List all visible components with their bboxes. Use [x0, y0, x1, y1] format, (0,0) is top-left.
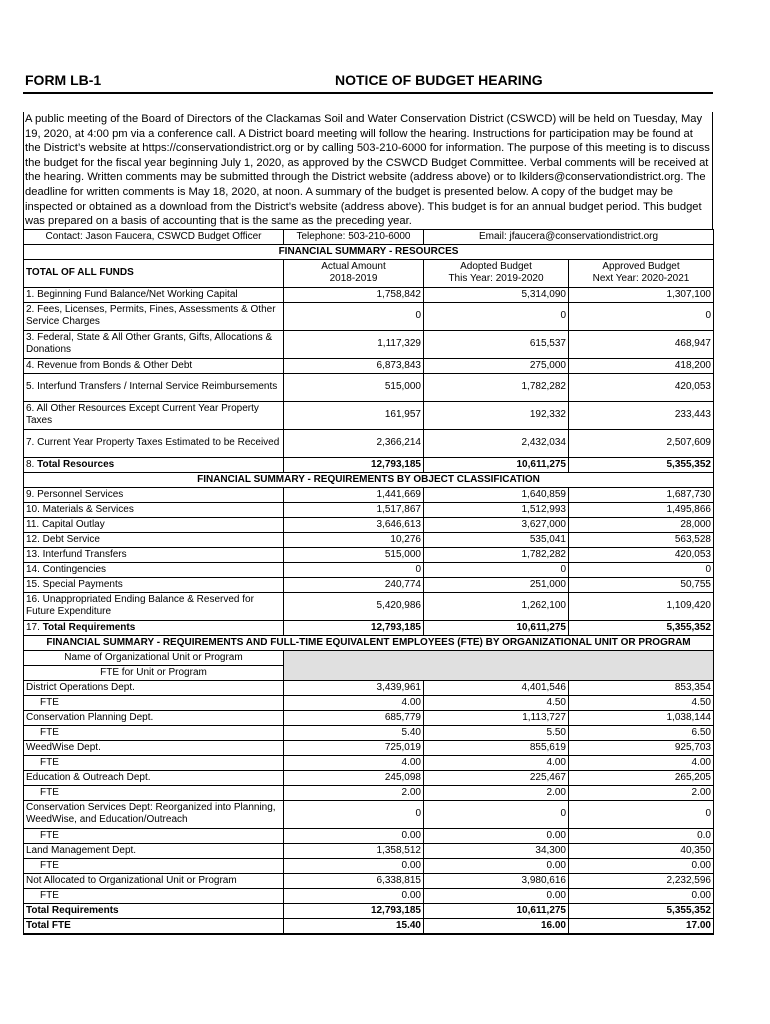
unit-value-c: 265,205: [569, 770, 714, 785]
requirement-row-label: 14. Contingencies: [24, 562, 284, 577]
requirement-row: [24, 547, 714, 562]
unit-fte-label: FTE: [24, 755, 284, 770]
requirement-row-value-a: 1,441,669: [284, 487, 424, 502]
unit-fte-row: [24, 858, 714, 873]
unit-fte-value-fb: 0.00: [424, 858, 569, 873]
resource-row-value-c: 468,947: [569, 330, 714, 358]
unit-value-b: 3,980,616: [424, 873, 569, 888]
unit-fte-value-fa: 5.40: [284, 725, 424, 740]
total-fte-value-b: 16.00: [424, 918, 569, 934]
unit-fte-value-fa: 4.00: [284, 695, 424, 710]
total-resources-row: [24, 457, 714, 472]
total-requirements-value-c: 5,355,352: [569, 620, 714, 635]
requirement-row: [24, 532, 714, 547]
resource-row-label: 5. Interfund Transfers / Internal Service Reimbursements: [24, 373, 284, 401]
unit-value-a: 6,338,815: [284, 873, 424, 888]
requirement-row-label: 13. Interfund Transfers: [24, 547, 284, 562]
unit-name-header: Name of Organizational Unit or Program: [24, 650, 284, 665]
unit-fte-value-fb: 0.00: [424, 888, 569, 903]
unit-label: Land Management Dept.: [24, 843, 284, 858]
resource-row: [24, 429, 714, 457]
total-requirements-text: Total Requirements: [42, 621, 136, 633]
unit-fte-label: FTE: [24, 858, 284, 873]
requirement-row: [24, 487, 714, 502]
contact-row: [24, 229, 714, 244]
resource-row-value-a: 6,873,843: [284, 358, 424, 373]
requirement-row: [24, 592, 714, 620]
unit-value-c: 1,038,144: [569, 710, 714, 725]
total-fte-value-c: 17.00: [569, 918, 714, 934]
total-fte-row: [24, 918, 714, 934]
requirement-row-value-c: 1,687,730: [569, 487, 714, 502]
col-actual-header: [284, 259, 424, 287]
unit-value-a: 725,019: [284, 740, 424, 755]
col-approved-header: [569, 259, 714, 287]
document-title: NOTICE OF BUDGET HEARING: [335, 72, 543, 88]
unit-fte-value-fa: 4.00: [284, 755, 424, 770]
requirement-row: [24, 517, 714, 532]
unit-fte-value-fa: 0.00: [284, 828, 424, 843]
resource-row-value-a: 1,117,329: [284, 330, 424, 358]
unit-value-b: 34,300: [424, 843, 569, 858]
total-resources-text: Total Resources: [37, 458, 115, 470]
requirement-row-label: 9. Personnel Services: [24, 487, 284, 502]
unit-label: Conservation Planning Dept.: [24, 710, 284, 725]
requirement-row-value-b: 1,782,282: [424, 547, 569, 562]
unit-row: [24, 680, 714, 695]
col-adopted-header: [424, 259, 569, 287]
requirement-row-value-b: 1,640,859: [424, 487, 569, 502]
resource-row: [24, 287, 714, 302]
unit-value-a: 0: [284, 800, 424, 828]
total-requirements-row: [24, 620, 714, 635]
unit-fte-row: [24, 695, 714, 710]
fte-total-requirements-row: [24, 903, 714, 918]
unit-fte-value-fc: 4.00: [569, 755, 714, 770]
requirement-row-value-c: 420,053: [569, 547, 714, 562]
resource-row-value-c: 0: [569, 302, 714, 330]
contact-email: Email: jfaucera@conservationdistrict.org: [424, 229, 714, 244]
unit-value-a: 3,439,961: [284, 680, 424, 695]
resource-row-value-a: 0: [284, 302, 424, 330]
resource-row-label: 1. Beginning Fund Balance/Net Working Capital: [24, 287, 284, 302]
unit-value-c: 2,232,596: [569, 873, 714, 888]
requirement-row-label: 10. Materials & Services: [24, 502, 284, 517]
unit-fte-value-fa: 0.00: [284, 888, 424, 903]
requirement-row-label: 11. Capital Outlay: [24, 517, 284, 532]
total-requirements-label: [24, 620, 284, 635]
col-actual-line2: 2018-2019: [329, 273, 378, 285]
unit-fte-row: [24, 725, 714, 740]
total-requirements-prefix: 17.: [26, 621, 43, 633]
unit-fte-value-fb: 5.50: [424, 725, 569, 740]
unit-value-b: 225,467: [424, 770, 569, 785]
requirement-row-value-b: 3,627,000: [424, 517, 569, 532]
unit-fte-label: FTE: [24, 695, 284, 710]
resource-row-value-b: 1,782,282: [424, 373, 569, 401]
resource-row-value-b: 275,000: [424, 358, 569, 373]
col-actual-line1: Actual Amount: [321, 260, 386, 272]
unit-value-a: 1,358,512: [284, 843, 424, 858]
fte-header-blank: [284, 650, 714, 680]
total-requirements-value-a: 12,793,185: [284, 620, 424, 635]
budget-notice-page: [23, 70, 713, 935]
total-resources-value-c: 5,355,352: [569, 457, 714, 472]
unit-fte-value-fb: 0.00: [424, 828, 569, 843]
requirement-row: [24, 502, 714, 517]
resource-row-value-c: 420,053: [569, 373, 714, 401]
unit-fte-value-fb: 4.50: [424, 695, 569, 710]
fte-heading: FINANCIAL SUMMARY - REQUIREMENTS AND FULL-TIME EQUIVALENT EMPLOYEES (FTE) BY ORGANIZATIONAL UNIT OR PROGRAM: [24, 635, 714, 650]
unit-fte-row: [24, 755, 714, 770]
unit-value-c: 853,354: [569, 680, 714, 695]
requirement-row-value-b: 535,041: [424, 532, 569, 547]
unit-label: Education & Outreach Dept.: [24, 770, 284, 785]
resource-row-value-c: 1,307,100: [569, 287, 714, 302]
requirement-row-value-a: 10,276: [284, 532, 424, 547]
unit-fte-label: FTE: [24, 725, 284, 740]
resource-row-value-b: 5,314,090: [424, 287, 569, 302]
unit-fte-value-fc: 0.0: [569, 828, 714, 843]
requirement-row-value-a: 5,420,986: [284, 592, 424, 620]
unit-label: Not Allocated to Organizational Unit or Program: [24, 873, 284, 888]
unit-value-c: 0: [569, 800, 714, 828]
requirement-row-label: 12. Debt Service: [24, 532, 284, 547]
total-resources-value-a: 12,793,185: [284, 457, 424, 472]
resource-row-value-a: 1,758,842: [284, 287, 424, 302]
requirements-heading: FINANCIAL SUMMARY - REQUIREMENTS BY OBJECT CLASSIFICATION: [24, 472, 714, 487]
unit-fte-value-fb: 2.00: [424, 785, 569, 800]
unit-label: WeedWise Dept.: [24, 740, 284, 755]
fte-total-requirements-label: Total Requirements: [24, 903, 284, 918]
resource-row-value-c: 2,507,609: [569, 429, 714, 457]
form-header: [23, 70, 713, 94]
unit-value-b: 0: [424, 800, 569, 828]
resource-row-value-a: 2,366,214: [284, 429, 424, 457]
resources-column-header-row: [24, 259, 714, 287]
resource-row-value-b: 615,537: [424, 330, 569, 358]
unit-fte-label: FTE: [24, 888, 284, 903]
col-adopted-line2: This Year: 2019-2020: [448, 273, 544, 285]
resource-row-value-c: 418,200: [569, 358, 714, 373]
resources-heading: FINANCIAL SUMMARY - RESOURCES: [24, 244, 714, 259]
resource-row-value-a: 515,000: [284, 373, 424, 401]
fte-unit-header: FTE for Unit or Program: [24, 665, 284, 680]
unit-fte-value-fc: 6.50: [569, 725, 714, 740]
requirement-row-value-a: 0: [284, 562, 424, 577]
resource-row-label: 2. Fees, Licenses, Permits, Fines, Assessments & Other Service Charges: [24, 302, 284, 330]
unit-label: Conservation Services Dept: Reorganized into Planning, WeedWise, and Education/Outreach: [24, 800, 284, 828]
unit-value-a: 245,098: [284, 770, 424, 785]
resource-row: [24, 358, 714, 373]
total-resources-value-b: 10,611,275: [424, 457, 569, 472]
unit-fte-value-fc: 0.00: [569, 858, 714, 873]
requirement-row-value-c: 1,109,420: [569, 592, 714, 620]
requirement-row: [24, 562, 714, 577]
fte-column-header-row-1: [24, 650, 714, 665]
unit-value-b: 4,401,546: [424, 680, 569, 695]
unit-fte-value-fa: 0.00: [284, 858, 424, 873]
requirement-row-value-a: 3,646,613: [284, 517, 424, 532]
total-all-funds-label: TOTAL OF ALL FUNDS: [24, 259, 284, 287]
budget-table: [23, 229, 714, 935]
unit-label: District Operations Dept.: [24, 680, 284, 695]
resource-row: [24, 330, 714, 358]
unit-row: [24, 770, 714, 785]
col-approved-line2: Next Year: 2020-2021: [592, 273, 690, 285]
resource-row-value-a: 161,957: [284, 401, 424, 429]
unit-row: [24, 710, 714, 725]
unit-fte-row: [24, 828, 714, 843]
requirement-row-label: 15. Special Payments: [24, 577, 284, 592]
unit-fte-value-fc: 2.00: [569, 785, 714, 800]
col-approved-line1: Approved Budget: [602, 260, 680, 272]
fte-total-requirements-value-c: 5,355,352: [569, 903, 714, 918]
requirement-row-value-a: 515,000: [284, 547, 424, 562]
total-resources-prefix: 8.: [26, 458, 38, 470]
resource-row-label: 3. Federal, State & All Other Grants, Gifts, Allocations & Donations: [24, 330, 284, 358]
requirements-heading-row: [24, 472, 714, 487]
requirement-row: [24, 577, 714, 592]
unit-value-b: 1,113,727: [424, 710, 569, 725]
requirement-row-value-b: 1,512,993: [424, 502, 569, 517]
unit-row: [24, 740, 714, 755]
unit-row: [24, 843, 714, 858]
requirement-row-value-c: 563,528: [569, 532, 714, 547]
unit-row: [24, 873, 714, 888]
unit-fte-value-fc: 0.00: [569, 888, 714, 903]
total-resources-label: [24, 457, 284, 472]
resource-row-label: 6. All Other Resources Except Current Year Property Taxes: [24, 401, 284, 429]
requirement-row-value-a: 240,774: [284, 577, 424, 592]
fte-total-requirements-value-b: 10,611,275: [424, 903, 569, 918]
resource-row-value-b: 2,432,034: [424, 429, 569, 457]
requirement-row-value-b: 251,000: [424, 577, 569, 592]
requirement-row-value-b: 0: [424, 562, 569, 577]
fte-total-requirements-value-a: 12,793,185: [284, 903, 424, 918]
unit-value-c: 925,703: [569, 740, 714, 755]
resource-row-value-b: 192,332: [424, 401, 569, 429]
resource-row-value-b: 0: [424, 302, 569, 330]
fte-heading-row: [24, 635, 714, 650]
total-fte-label: Total FTE: [24, 918, 284, 934]
unit-row: [24, 800, 714, 828]
resources-heading-row: [24, 244, 714, 259]
unit-fte-value-fb: 4.00: [424, 755, 569, 770]
unit-fte-value-fa: 2.00: [284, 785, 424, 800]
col-adopted-line1: Adopted Budget: [460, 260, 532, 272]
resource-row: [24, 302, 714, 330]
requirement-row-value-a: 1,517,867: [284, 502, 424, 517]
form-id: FORM LB-1: [25, 72, 102, 88]
unit-value-a: 685,779: [284, 710, 424, 725]
resource-row-label: 4. Revenue from Bonds & Other Debt: [24, 358, 284, 373]
unit-fte-value-fc: 4.50: [569, 695, 714, 710]
requirement-row-value-c: 0: [569, 562, 714, 577]
requirement-row-value-b: 1,262,100: [424, 592, 569, 620]
requirement-row-value-c: 50,755: [569, 577, 714, 592]
unit-value-b: 855,619: [424, 740, 569, 755]
unit-value-c: 40,350: [569, 843, 714, 858]
requirement-row-value-c: 1,495,866: [569, 502, 714, 517]
unit-fte-row: [24, 785, 714, 800]
contact-name: Contact: Jason Faucera, CSWCD Budget Officer: [24, 229, 284, 244]
contact-phone: Telephone: 503-210-6000: [284, 229, 424, 244]
resource-row-value-c: 233,443: [569, 401, 714, 429]
resource-row: [24, 401, 714, 429]
unit-fte-label: FTE: [24, 828, 284, 843]
requirement-row-value-c: 28,000: [569, 517, 714, 532]
requirement-row-label: 16. Unappropriated Ending Balance & Reserved for Future Expenditure: [24, 592, 284, 620]
unit-fte-row: [24, 888, 714, 903]
total-requirements-value-b: 10,611,275: [424, 620, 569, 635]
total-fte-value-a: 15.40: [284, 918, 424, 934]
resource-row-label: 7. Current Year Property Taxes Estimated to be Received: [24, 429, 284, 457]
intro-paragraph: A public meeting of the Board of Directors of the Clackamas Soil and Water Conservation District (CSWCD) will be held on Tuesday, May 19, 2020, at 4:00 pm via a conference call. A District board meeting will follow the hearing. Instructions for participation may be found at the District’s website at https://conservationdistrict.org or by calling 503-210-6000 for information. The purpose of this meeting is to discuss the budget for the fiscal year beginning July 1, 2020, as approved by the CSWCD Budget Committee. Verbal comments will be received at the hearing. Written comments may be submitted through the District website (address above) or to lkilders@conservationdistrict.org. The deadline for written comments is May 18, 2020, at noon. A summary of the budget is presented below. A copy of the budget may be inspected or obtained as a download from the District’s website (address above). This budget is for an annual budget period. This budget was prepared on a basis of accounting that is the same as the preceding year.: [23, 112, 713, 229]
resource-row: [24, 373, 714, 401]
unit-fte-label: FTE: [24, 785, 284, 800]
